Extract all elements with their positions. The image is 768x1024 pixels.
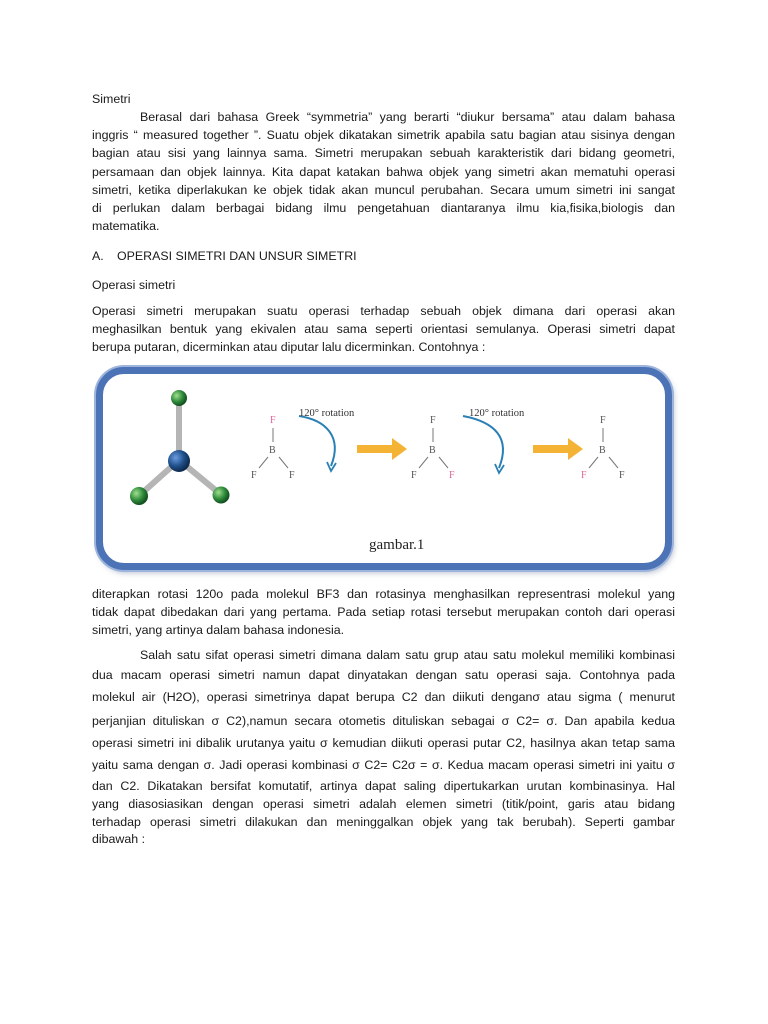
- intro-paragraph: [92, 108, 675, 235]
- rotation-label-2: 120° rotation: [469, 408, 525, 419]
- fluorine-label: F: [289, 470, 295, 481]
- paragraph-line: molekul air (H2O), operasi simetrinya dapat berupa C2 dan diikuti denganσ atau sigma ( menurut: [92, 690, 675, 705]
- bf3-rotation-illustration: [103, 374, 665, 563]
- boron-label: B: [269, 445, 276, 456]
- paragraph-line: terhadap operasi simetri dilakukan dan meninggalkan objek yang tak berubah). Seperti gambar: [92, 814, 675, 829]
- paragraph-line: dan C2. Dikatakan bersifat komutatif, artinya dapat saling dipertukarkan urutan kombinasinya. Hal: [92, 779, 675, 794]
- paragraph-line: di perlukan dalam berbagai bidang ilmu pengetahuan diantaranya ilmu kia,fisika,biologis dan: [92, 201, 675, 216]
- paragraph-line: diterapkan rotasi 120o pada molekul BF3 dan rotasinya menghasilkan representrasi molekul yang: [92, 587, 675, 601]
- paragraph-line: simetri, yang artinya dalam bahasa indonesia.: [92, 623, 345, 638]
- kombinasi-paragraph: [92, 645, 675, 849]
- fluorine-label: F: [619, 470, 625, 481]
- page-title: Simetri: [92, 92, 131, 106]
- paragraph-line: yaitu sama dengan σ. Jadi operasi kombinasi σ C2= C2σ = σ. Kedua macam operasi simetri ini yaitu σ: [92, 758, 675, 773]
- rotation-label-1: 120° rotation: [299, 408, 355, 419]
- paragraph-line: perjanjian dituliskan σ C2),namun secara otometis dituliskan sebagai σ C2= σ. Dan apabila kedua: [92, 713, 675, 728]
- paragraph-line: tidak dapat dibedakan dari yang pertama. Pada setiap rotasi tersebut merupakan contoh dari operasi: [92, 605, 675, 620]
- subheading: Operasi simetri: [92, 278, 176, 292]
- boron-label: B: [429, 445, 436, 456]
- fluorine-label: F: [251, 470, 257, 481]
- bf3-structure-2: [411, 415, 455, 481]
- outer-atom-right: [213, 487, 230, 504]
- bf3-structure-3: [581, 415, 625, 481]
- section-heading: [92, 247, 675, 265]
- molecule-model: [130, 390, 230, 505]
- arrow-right-icon: [357, 438, 407, 460]
- fluorine-label: F: [270, 415, 276, 426]
- paragraph-line: bagian atau sisi yang lainnya sama. Simetri merupakan sebuah karakteristik dari bidang geometri,: [92, 146, 675, 161]
- fluorine-label: F: [581, 470, 587, 481]
- after-figure-paragraph: [92, 585, 675, 640]
- paragraph-line: operasi simetri ini dibalik urutanya yaitu σ kemudian diikuti operasi putar C2, hasilnya akan tetap sama: [92, 735, 675, 750]
- fluorine-label: F: [411, 470, 417, 481]
- rotation-indicator-1: [299, 408, 355, 471]
- paragraph-line: Berasal dari bahasa Greek “symmetria” yang berarti “diukur bersama” atau dalam bahasa: [140, 110, 675, 124]
- section-letter: A.: [92, 249, 104, 263]
- rotation-indicator-2: [463, 408, 525, 473]
- bf3-structure-1: [251, 415, 295, 481]
- paragraph-line: simetri, ketika diperlakukan ke objek tidak akan muncul perubahan. Secara umum simetri ini sangat: [92, 182, 675, 197]
- bf3-rotation-figure: [96, 367, 672, 570]
- paragraph-line: yang diasosiasikan dengan operasi simetri adalah elemen simetri (titik/point, garis atau bidang: [92, 797, 675, 812]
- paragraph-line: meghasilkan bentuk yang ekivalen atau sama seperti orientasi semulanya. Operasi simetri dapat: [92, 322, 675, 337]
- fluorine-label: F: [430, 415, 436, 426]
- outer-atom-left: [130, 487, 148, 505]
- fluorine-label: F: [449, 470, 455, 481]
- paragraph-line: matematika.: [92, 219, 160, 234]
- paragraph-line: berupa putaran, dicerminkan atau diputar lalu dicerminkan. Contohnya :: [92, 340, 486, 355]
- arrow-right-icon: [533, 438, 583, 460]
- operasi-paragraph: [92, 302, 675, 357]
- outer-atom-top: [171, 390, 187, 406]
- paragraph-line: Operasi simetri merupakan suatu operasi terhadap sebuah objek dimana dari operasi akan: [92, 304, 675, 318]
- paragraph-line: Salah satu sifat operasi simetri dimana dalam satu grup atau satu molekul memiliki kombinasi: [140, 648, 675, 662]
- fluorine-label: F: [600, 415, 606, 426]
- central-atom: [168, 450, 190, 472]
- paragraph-line: inggris “ measured together ”. Suatu objek dikatakan simetrik apabila satu bagian atau sisinya dengan: [92, 128, 675, 143]
- paragraph-line: persamaan dan objek lainnya. Kita dapat katakan bahwa objek yang simetri akan mematuhi operasi: [92, 164, 675, 179]
- paragraph-line: dua macam operasi simetri namun dapat dinyatakan dengan satu operasi saja. Contohnya pada: [92, 668, 675, 683]
- section-heading-text: OPERASI SIMETRI DAN UNSUR SIMETRI: [117, 249, 357, 263]
- figure-caption: gambar.1: [369, 537, 425, 553]
- paragraph-line: dibawah :: [92, 831, 146, 846]
- boron-label: B: [599, 445, 606, 456]
